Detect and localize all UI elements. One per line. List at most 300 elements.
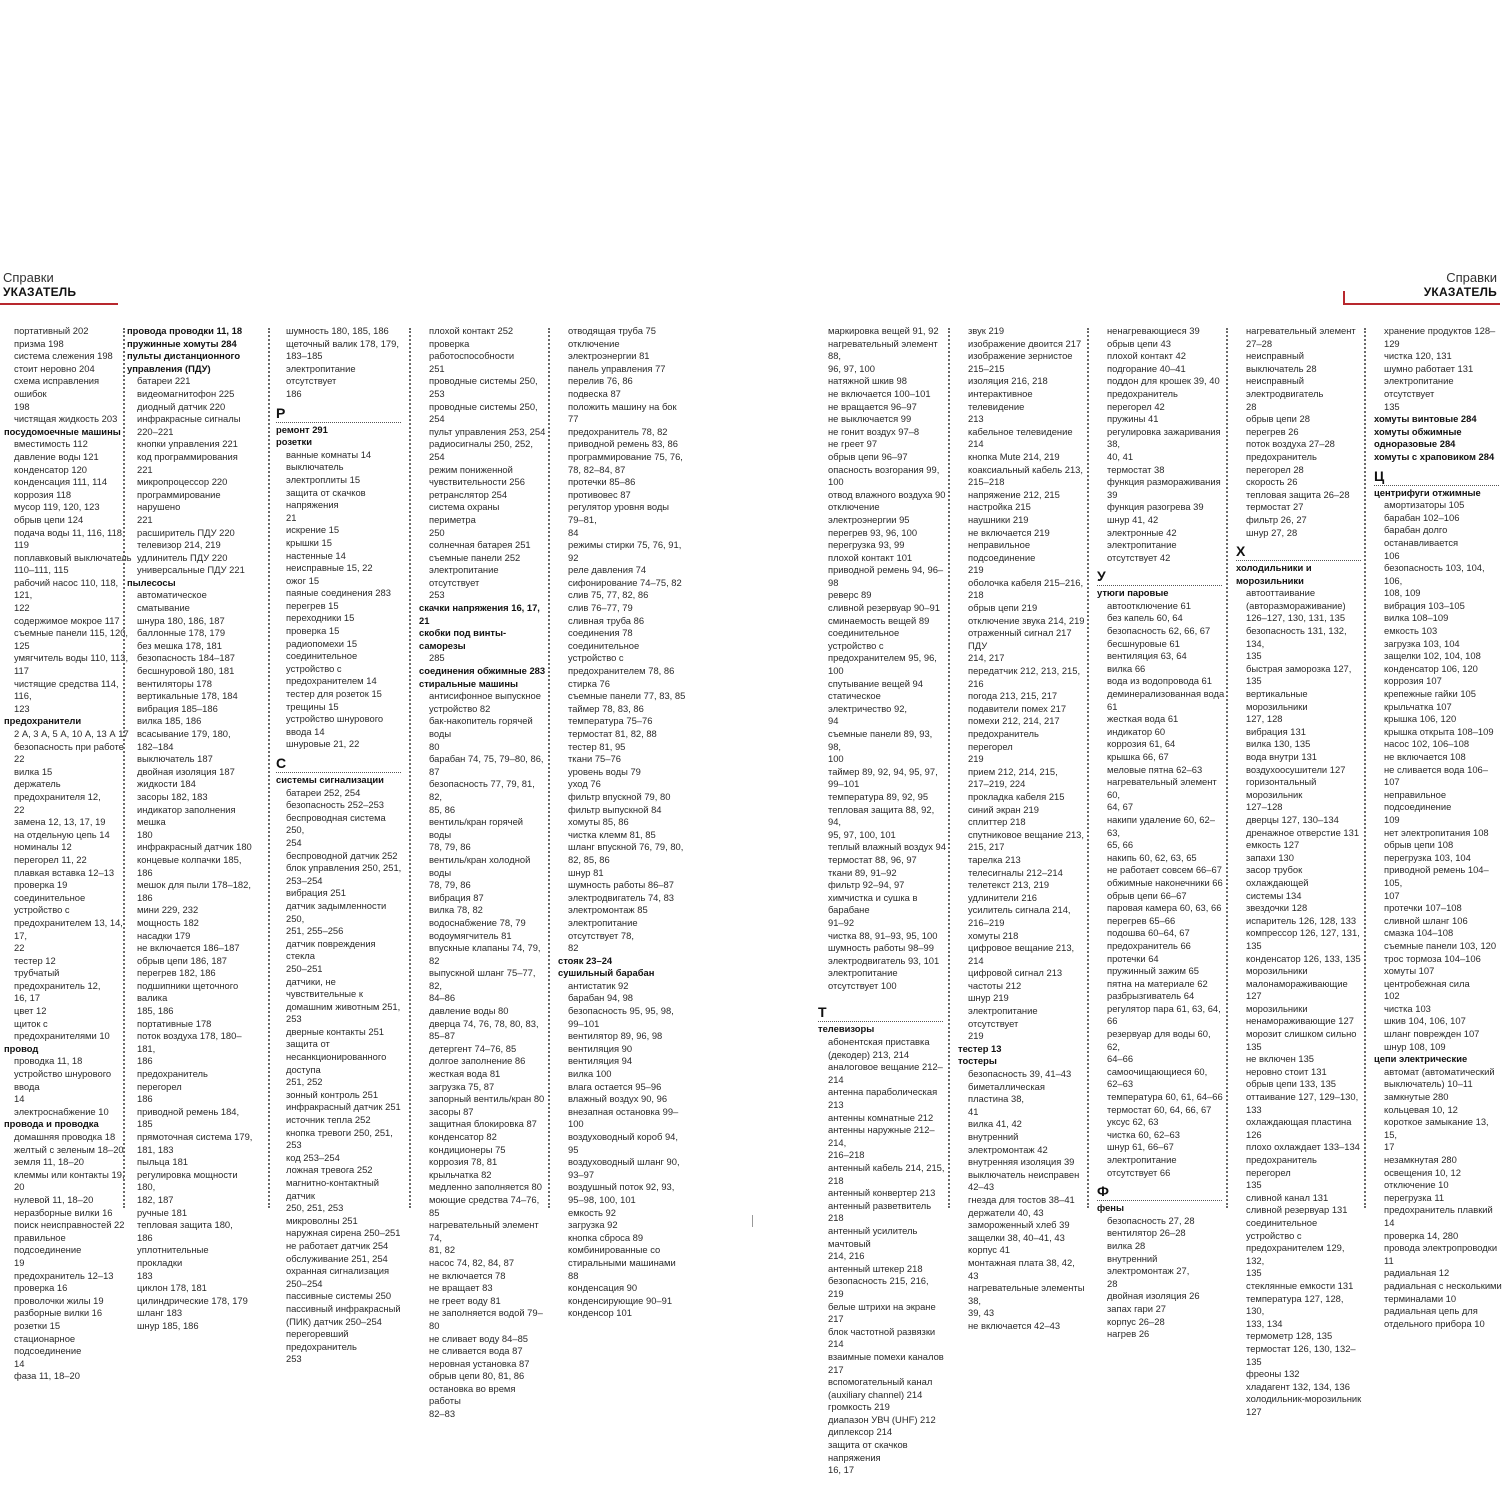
index-subentry: сливная труба 86 (568, 614, 645, 626)
index-subentry: воздуховодный короб 94, 95 (568, 1131, 678, 1155)
index-subentry: передатчик 212, 213, 215, (968, 665, 1081, 677)
index-subentry: устройство шнурового ввода 14 (286, 713, 384, 737)
index-subentry: конденсация 90 (568, 1282, 638, 1294)
index-subentry: шнур 185, 186 (137, 1319, 199, 1331)
index-subentry: устройство шнурового ввода (14, 1068, 112, 1092)
index-subentry: рабочий насос 110, 118, 121, (14, 576, 119, 601)
index-subentry: конденсатор 120 (14, 463, 88, 475)
index-subentry: охлаждающая пластина 126 (1246, 1116, 1352, 1140)
index-subentry-continuation: 99–101 (568, 1017, 600, 1029)
index-subentry: внутренняя изоляция 39 (968, 1156, 1075, 1168)
section-title-right: УКАЗАТЕЛЬ (1423, 285, 1497, 299)
index-subentry: защелки 38, 40–41, 43 (968, 1231, 1065, 1243)
index-subentry: программирование нарушено (137, 488, 221, 513)
index-subentry-continuation: системы 134 (1246, 889, 1302, 901)
index-subentry: вибрация 87 (429, 891, 484, 903)
index-heading: стояк 23–24 (558, 954, 613, 966)
index-subentry: вибрация 131 (1246, 725, 1306, 737)
index-subentry: правильное подсоединение (14, 1231, 82, 1256)
index-column-7 (958, 325, 1086, 1331)
index-subentry-continuation: 82 (568, 942, 579, 954)
index-subentry: источник тепла 252 (286, 1114, 371, 1126)
index-subentry: оболочка кабеля 215–216, (968, 576, 1084, 588)
index-subentry: предохранитель перегорел 42 (1107, 387, 1178, 412)
index-subentry-continuation: 17 (1384, 1141, 1395, 1153)
index-subentry: код 253–254 (286, 1151, 340, 1163)
index-subentry: коррозия 107 (1384, 675, 1442, 687)
index-subentry: не выключается 99 (828, 413, 912, 425)
index-subentry: воздушный поток 92, 93, (568, 1181, 675, 1193)
index-subentry: электродвигатель 74, 83 (568, 891, 675, 903)
index-subentry-continuation: 82, 85, 86 (568, 853, 610, 865)
index-subentry: дренажное отверстие 131 (1246, 826, 1360, 838)
index-subentry: плохой контакт 42 (1107, 350, 1186, 362)
index-subentry: портативный 202 (14, 325, 89, 336)
index-subentry: фаза 11, 18–20 (14, 1370, 80, 1382)
index-subentry-continuation: устройство 82 (429, 702, 491, 714)
index-subentry: вентиляция 90 (568, 1042, 633, 1054)
index-subentry: приводной ремень 104–105, (1384, 864, 1489, 888)
index-subentry-continuation: предохранителем 95, 96, 100 (828, 652, 937, 677)
index-subentry: вертикальные морозильники (1246, 688, 1308, 712)
index-subentry: погода 213, 215, 217 (968, 690, 1058, 702)
index-subentry: емкость 127 (1246, 839, 1300, 851)
index-subentry: химчистка и сушка в барабане (828, 891, 918, 916)
index-heading: пружинные хомуты 284 (127, 337, 237, 349)
index-subentry: маркировка вещей 91, 92 (828, 325, 939, 336)
index-subentry: тарелка 213 (968, 853, 1021, 865)
index-subentry: насадки 179 (137, 929, 191, 941)
index-subentry: ткани 75–76 (568, 753, 621, 765)
index-subentry: безопасность 103, 104, 106, (1384, 562, 1485, 586)
index-subentry: соединительное устройство с (286, 650, 358, 674)
index-subentry: розетки 15 (14, 1319, 61, 1331)
index-subentry: замороженный хлеб 39 (968, 1219, 1070, 1231)
index-subentry: провода электропроводки 11 (1384, 1242, 1498, 1266)
index-subentry: крышка открыта 108–109 (1384, 725, 1494, 737)
index-subentry: наружная сирена 250–251 (286, 1227, 401, 1239)
index-subentry-continuation: предохранителем 78, 86 (568, 665, 675, 677)
index-subentry: настройка 215 (968, 501, 1031, 513)
index-subentry: соединительное устройство с (828, 627, 900, 651)
index-subentry: не включен 135 (1246, 1053, 1315, 1065)
index-subentry: термометр 128, 135 (1246, 1330, 1333, 1342)
index-subentry: на отдельную цепь 14 (14, 828, 110, 840)
index-subentry: накипь 60, 62, 63, 65 (1107, 851, 1197, 863)
index-subentry-continuation: 19 (14, 1256, 25, 1268)
index-subentry: перегрев 26 (1246, 425, 1299, 437)
index-subentry: насос 102, 106–108 (1384, 738, 1470, 750)
index-subentry: абонентская приставка (828, 1036, 930, 1048)
index-subentry: блок частотной развязки 214 (828, 1325, 936, 1350)
index-subentry: нулевой 11, 18–20 (14, 1193, 94, 1205)
index-subentry-continuation: 215, 217 (968, 841, 1005, 853)
index-subentry: взаимные помехи каналов 217 (828, 1350, 944, 1375)
index-subentry: поток воздуха 27–28 (1246, 438, 1335, 450)
index-subentry: резервуар для воды 60, 62, (1107, 1028, 1211, 1052)
index-subentry: бак-накопитель горячей воды (429, 715, 533, 739)
index-column-4 (419, 325, 547, 1420)
index-subentry: вместимость 112 (14, 438, 88, 450)
index-subentry: нагревательный элемент 88, (828, 337, 938, 362)
index-subentry: умягчитель воды 110, 113, 117 (14, 652, 129, 677)
index-subentry: обрыв цепи 43 (1107, 337, 1171, 349)
index-subentry: поплавковый выключатель (14, 551, 132, 563)
index-subentry: запорный вентиль/кран 80 (429, 1093, 545, 1105)
index-subentry: уход 76 (568, 778, 601, 790)
index-subentry: клеммы или контакты 19, 20 (14, 1168, 125, 1193)
index-subentry-continuation: 254 (286, 836, 302, 848)
index-subentry-continuation: 80 (429, 740, 440, 752)
index-subentry: паяные соединения 283 (286, 587, 391, 599)
index-subentry: программирование 75, 76, (568, 450, 683, 462)
index-subentry-continuation: 133, 134 (1246, 1317, 1283, 1329)
index-subentry: диапазон УВЧ (UHF) 212 (828, 1413, 936, 1425)
index-subentry: обрыв цепи 108 (1384, 839, 1454, 851)
index-subentry: сливной шланг 106 (1384, 914, 1468, 926)
index-subentry-continuation: 42–43 (968, 1181, 995, 1193)
index-subentry: вентиляция 94 (568, 1055, 633, 1067)
index-subentry: обрыв цепи 96–97 (828, 450, 908, 462)
index-subentry-continuation: малонамораживающие 127 (1246, 977, 1348, 1002)
index-subentry: перегрев 93, 96, 100 (828, 526, 918, 538)
index-subentry: плохо охлаждает 133–134 (1246, 1141, 1360, 1153)
index-subentry: электропитание отсутствует 78, (568, 916, 638, 941)
index-heading: одноразовые 284 (1374, 438, 1456, 450)
index-subentry: шнур 61, 66–67 (1107, 1141, 1174, 1153)
index-subentry: мешок для пыли 178–182, (137, 879, 251, 891)
index-subentry: загрузка 92 (568, 1219, 618, 1231)
index-subentry: функция разогрева 39 (1107, 501, 1204, 513)
index-subentry: перегрев 15 (286, 599, 339, 611)
index-subentry-continuation: 40, 41 (1107, 450, 1134, 462)
index-subentry: горизонтальный морозильник (1246, 776, 1317, 800)
index-subentry-continuation: отдельного прибора 10 (1384, 1317, 1485, 1329)
index-subentry-continuation: 251 (429, 362, 445, 374)
index-subentry: освещения 10, 12 (1384, 1166, 1461, 1178)
index-letter-heading: У (1097, 568, 1222, 586)
index-subentry: искрение 15 (286, 524, 340, 536)
index-subentry-continuation: 219 (968, 564, 984, 576)
index-subentry: отвод влажного воздуха 90 (828, 488, 946, 500)
index-subentry-continuation: 87 (429, 765, 440, 777)
index-subentry: амортизаторы 105 (1384, 499, 1465, 511)
index-subentry: чистка 103 (1384, 1002, 1431, 1014)
index-subentry: 2 А, 3 А, 5 А, 10 А, 13 А 17 (14, 728, 129, 739)
index-subentry: расширитель ПДУ 220 (137, 526, 235, 538)
index-subentry-continuation: 119 (14, 539, 29, 551)
index-subentry: засоры 182, 183 (137, 790, 208, 802)
index-subentry: настенные 14 (286, 549, 346, 561)
index-subentry: детергент 74–76, 85 (429, 1042, 517, 1054)
index-subentry: трубчатый предохранитель 12, (14, 967, 101, 991)
index-subentry: загрузка 75, 87 (429, 1080, 495, 1092)
index-subentry: жесткая вода 61 (1107, 713, 1179, 725)
index-subentry: хомуты 218 (968, 929, 1019, 941)
index-subentry: сминаемость вещей 89 (828, 614, 930, 626)
index-heading: сушильный барабан (558, 967, 655, 979)
index-subentry: держатель предохранителя 12, (14, 778, 101, 802)
index-subentry: испаритель 126, 128, 133 (1246, 914, 1357, 926)
index-subentry: вспомогательный канал (828, 1376, 933, 1388)
index-subentry: фильтр 26, 27 (1246, 513, 1307, 525)
index-subentry: дверцы 127, 130–134 (1246, 813, 1339, 825)
index-subentry: отраженный сигнал 217 ПДУ (968, 627, 1072, 651)
index-subentry: впускные клапаны 74, 79, 82 (429, 942, 541, 966)
index-subentry: морозильники (1246, 965, 1308, 977)
index-subentry: холодильник-морозильник (1246, 1393, 1362, 1405)
index-subentry-continuation: 250, 251, 253 (286, 1202, 344, 1214)
index-subentry: система слежения 198 (14, 350, 113, 362)
index-subentry-continuation: 253 (286, 1013, 302, 1025)
index-subentry: предохранитель 66 (1107, 939, 1191, 951)
index-subentry: жесткая вода 81 (429, 1068, 501, 1080)
index-subentry-continuation: 27–28 (1246, 337, 1273, 349)
index-subentry: датчик задымленности 250, (286, 899, 387, 924)
index-subentry: деминерализованная вода 61 (1107, 688, 1225, 712)
index-subentry: поддон для крошек 39, 40 (1107, 375, 1220, 387)
index-subentry: вилка 130, 135 (1246, 738, 1311, 750)
index-heading: розетки (276, 436, 313, 448)
index-subentry-continuation: 253 (286, 1353, 302, 1365)
index-subentry: микроволны 251 (286, 1214, 358, 1226)
index-subentry: тепловая защита 26–28 (1246, 488, 1350, 500)
index-subentry: дверца 74, 76, 78, 80, 83, (429, 1017, 539, 1029)
index-subentry: солнечная батарея 251 (429, 539, 531, 551)
index-subentry: предохранитель 78, 82 (568, 425, 668, 437)
index-subentry: диплексор 214 (828, 1426, 893, 1438)
index-subentry: ненагревающиеся 39 (1107, 325, 1200, 336)
index-subentry: шумно работает 131 (1384, 362, 1474, 374)
index-subentry: антенный разветвитель 218 (828, 1199, 932, 1224)
index-subentry: нет электропитания 108 (1384, 826, 1489, 838)
index-subentry-continuation: 64–66 (1107, 1053, 1134, 1065)
section-label-left: Справки (3, 270, 54, 285)
column-divider (1226, 328, 1228, 1208)
index-letter-heading: С (276, 755, 401, 773)
index-subentry: съемные панели 252 (429, 551, 521, 563)
index-subentry: крышки 15 (286, 536, 332, 548)
index-subentry: неровно стоит 131 (1246, 1065, 1327, 1077)
index-subentry-continuation: 135 (1246, 650, 1262, 662)
index-subentry: теплый влажный воздух 94 (828, 841, 946, 853)
index-subentry: регулировка мощности 180, (137, 1168, 238, 1193)
index-subentry: синий экран 219 (968, 803, 1039, 815)
index-heading: тестер 13 (958, 1042, 1002, 1054)
index-subentry: без капель 60, 64 (1107, 612, 1183, 624)
index-subentry: функция размораживания 39 (1107, 476, 1221, 500)
index-subentry: давление воды 80 (429, 1005, 509, 1017)
index-subentry: неисправный электродвигатель (1246, 375, 1324, 399)
index-subentry-continuation: 14 (14, 1357, 25, 1369)
index-subentry: прокладка кабеля 215 (968, 790, 1065, 802)
index-subentry: шланг поврежден 107 (1384, 1028, 1480, 1040)
index-subentry: стирка 76 (568, 677, 610, 689)
index-subentry: не сливается вода 87 (429, 1345, 523, 1357)
index-subentry: кнопка сброса 89 (568, 1231, 644, 1243)
index-subentry: перегорел 11, 22 (14, 853, 87, 865)
index-subentry: режимы стирки 75, 76, 91, 92 (568, 539, 682, 563)
index-subentry: шумность работы 98–99 (828, 942, 934, 954)
index-subentry: безопасность при работе 22 (14, 740, 124, 765)
index-subentry-continuation: 186 (286, 387, 302, 399)
index-subentry: шнур 219 (968, 992, 1009, 1004)
index-subentry-continuation: предохранителем 14 (286, 675, 377, 687)
index-subentry: радиальная 12 (1384, 1267, 1450, 1279)
index-subentry: термостат 81, 82, 88 (568, 728, 657, 739)
index-subentry: не включается 219 (968, 526, 1050, 538)
index-subentry: безопасность 62, 66, 67 (1107, 625, 1211, 637)
index-subentry: поиск неисправностей 22 (14, 1219, 125, 1231)
index-subentry: электропитание отсутствует (286, 362, 356, 387)
index-subentry-continuation: 99–101 (828, 778, 860, 790)
index-subentry: автоматическое сматывание (137, 589, 207, 614)
index-subentry: шумность работы 86–87 (568, 879, 674, 891)
index-subentry: не включается 100–101 (828, 387, 931, 399)
index-subentry-continuation: (авторазмораживание) (1246, 599, 1346, 611)
index-subentry: подвеска 87 (568, 387, 621, 399)
index-subentry: протечки 64 (1107, 952, 1159, 964)
index-subentry: хомуты 107 (1384, 965, 1435, 977)
index-subentry-continuation: 185, 186 (137, 1005, 174, 1017)
index-subentry: предохранитель плавкий 14 (1384, 1204, 1493, 1228)
index-subentry: телетекст 213, 219 (968, 879, 1050, 891)
index-subentry-continuation: 84–86 (429, 992, 456, 1004)
index-subentry: слив 76–77, 79 (568, 602, 633, 614)
index-subentry: сливной резервуар 131 (1246, 1204, 1348, 1216)
index-subentry: шумность 180, 185, 186 (286, 325, 389, 336)
index-subentry: призма 198 (14, 337, 64, 349)
index-subentry: проверка 19 (14, 879, 68, 891)
index-column-6 (818, 325, 946, 1476)
index-subentry: антенный конвертер 213 (828, 1187, 936, 1199)
index-subentry: шнур 108, 109 (1384, 1040, 1446, 1052)
header-rule-left (0, 303, 118, 305)
index-subentry: антистатик 92 (568, 979, 629, 991)
index-subentry: морозильники (1246, 1002, 1308, 1014)
index-heading: ремонт 291 (276, 423, 328, 435)
index-subentry: предохранитель перегорел (968, 728, 1039, 752)
index-subentry: вентиль/кран холодной воды (429, 853, 531, 878)
index-subentry: отводящая труба 75 (568, 325, 656, 336)
index-subentry: воздуховодный шланг 90, (568, 1156, 680, 1168)
index-subentry: сливной канал 131 (1246, 1191, 1329, 1203)
index-subentry-continuation: 218 (828, 1174, 844, 1186)
index-subentry-continuation: 94 (828, 715, 839, 727)
index-subentry: крепежные гайки 105 (1384, 688, 1476, 700)
index-subentry: обрыв цепи 28 (1246, 413, 1310, 425)
index-subentry-continuation: 22 (14, 942, 25, 954)
index-subentry: антенный штекер 218 (828, 1262, 923, 1274)
index-subentry: радиальная с несколькими (1384, 1279, 1502, 1291)
index-subentry: вода внутри 131 (1246, 751, 1318, 762)
index-subentry: электропитание отсутствует 100 (828, 967, 898, 991)
index-subentry: домашняя проводка 18 (14, 1131, 116, 1142)
index-subentry: инфракрасный датчик 251 (286, 1101, 401, 1113)
index-subentry-continuation: 214 (968, 954, 984, 966)
index-subentry: соединительное устройство с (568, 639, 640, 664)
index-subentry: чистка 88, 91–93, 95, 100 (828, 929, 938, 941)
index-subentry: приводной ремень 184, 185 (137, 1105, 240, 1130)
index-subentry: замена 12, 13, 17, 19 (14, 816, 106, 828)
index-subentry: засор трубок охлаждающей (1246, 864, 1309, 888)
index-subentry-continuation: 109 (1384, 813, 1400, 825)
index-subentry-continuation: терминалами 10 (1384, 1292, 1457, 1304)
index-subentry: безопасность 215, 216, 219 (828, 1275, 929, 1299)
index-subentry: вибрация 185–186 (137, 702, 218, 714)
index-subentry: не работает датчик 254 (286, 1239, 389, 1251)
index-subentry-continuation: 41 (968, 1105, 979, 1117)
index-subentry-continuation: 135 (1246, 1179, 1262, 1191)
index-subentry-continuation: 102 (1384, 990, 1400, 1002)
index-subentry-continuation: 16, 17 (828, 1464, 855, 1476)
index-subentry-continuation: 39, 43 (968, 1307, 995, 1319)
index-subentry: короткое замыкание 13, 15, (1384, 1116, 1489, 1140)
index-subentry: проводка 11, 18 (14, 1055, 83, 1067)
index-subentry: плохой контакт 252 (429, 325, 514, 336)
index-subentry: проверка работоспособности (429, 337, 515, 362)
index-subentry: зонный контроль 251 (286, 1088, 379, 1100)
index-subentry: микропроцессор 220 (137, 476, 228, 488)
index-subentry-continuation: 22 (14, 803, 25, 815)
index-subentry-continuation: 183–185 (286, 350, 323, 362)
index-subentry: беспроводная система 250, (286, 811, 386, 836)
index-subentry: вентилятор 89, 96, 98 (568, 1030, 663, 1042)
index-subentry-continuation: выключатель) 10–11 (1384, 1078, 1473, 1090)
index-subentry: кондиционеры 75 (429, 1143, 506, 1155)
index-subentry: фильтр впускной 79, 80 (568, 790, 671, 802)
index-subentry: безопасность 252–253 (286, 799, 385, 811)
index-subentry: громкость 219 (828, 1401, 890, 1413)
section-label-right: Справки (1446, 270, 1497, 285)
index-heading: соединения обжимные 283 (419, 665, 546, 677)
column-divider (548, 328, 550, 1208)
index-subentry: не включается 186–187 (137, 942, 240, 954)
index-subentry: панель управления 77 (568, 362, 666, 374)
index-subentry: диодный датчик 220 (137, 400, 226, 412)
index-subentry-continuation: 216–219 (968, 916, 1005, 928)
index-subentry: вертикальные 178, 184 (137, 690, 238, 702)
index-subentry: ложная тревога 252 (286, 1164, 373, 1176)
index-subentry: электропитание отсутствует (968, 1005, 1038, 1029)
index-subentry: смазка 104–108 (1384, 927, 1454, 939)
index-subentry: вилка 78, 82 (429, 904, 483, 916)
index-subentry: корпус 26–28 (1107, 1315, 1165, 1327)
index-subentry: конденсатор 106, 120 (1384, 662, 1478, 674)
index-subentry: без мешка 178, 181 (137, 639, 222, 651)
index-subentry: интерактивное телевидение (968, 387, 1033, 412)
index-heading: скобки под винты-саморезы (419, 627, 507, 651)
index-subentry: безопасность 131, 132, 134, (1246, 625, 1347, 649)
index-subentry-continuation: 251, 255–256 (286, 925, 344, 937)
index-subentry: удлинитель ПДУ 220 (137, 551, 228, 563)
index-subentry: всасывание 179, 180, (137, 728, 231, 739)
index-subentry: батареи 252, 254 (286, 786, 361, 798)
index-subentry: проводные системы 250, 254 (429, 400, 538, 425)
index-subentry-continuation: 213 (968, 413, 984, 425)
index-subentry-continuation: предохранителем 13, 14, 17, (14, 916, 123, 941)
index-subentry: съемные панели 115, 120, (14, 627, 129, 639)
index-subentry: отключение электроэнергии 81 (568, 337, 650, 362)
index-subentry: сифонирование 74–75, 82 (568, 576, 682, 588)
index-subentry: водоумягчитель 81 (429, 929, 512, 941)
index-subentry: предохранитель перегорел (137, 1068, 208, 1092)
index-subentry: барабан долго останавливается (1384, 524, 1459, 548)
index-subentry: проволочки жилы 19 (14, 1294, 104, 1306)
index-subentry: корпус 41 (968, 1244, 1011, 1256)
index-heading: холодильники и морозильники (1236, 562, 1312, 586)
index-subentry: наушники 219 (968, 513, 1029, 525)
